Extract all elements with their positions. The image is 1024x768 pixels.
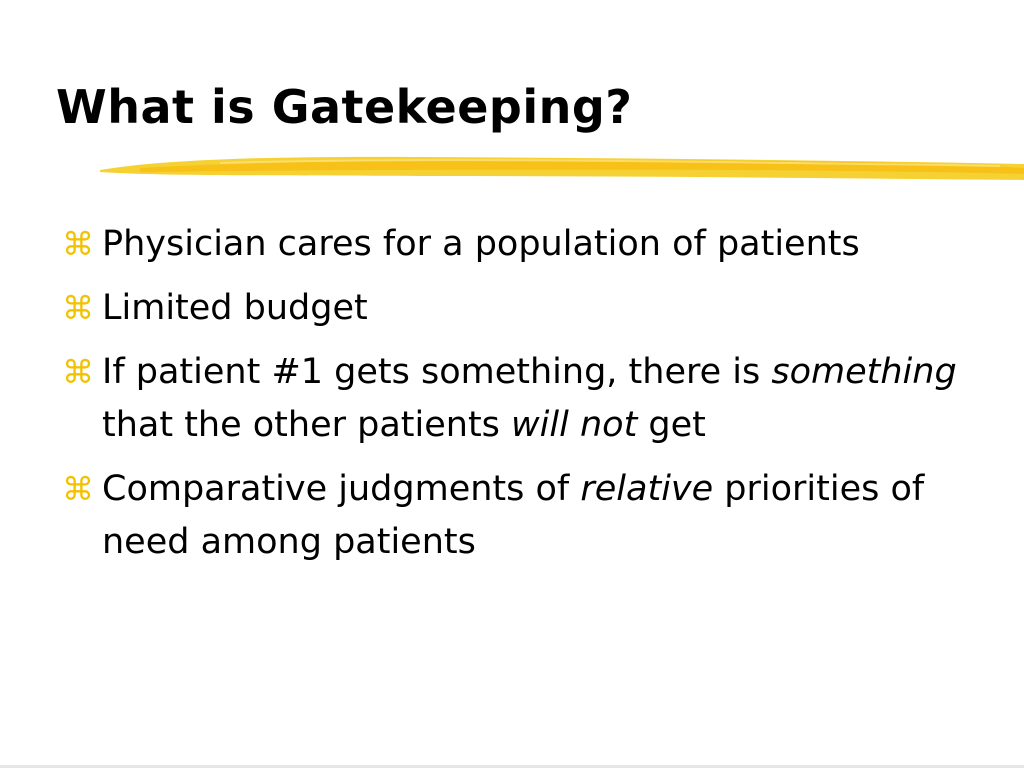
bullet-item (62, 282, 962, 335)
bullet-item (62, 346, 962, 452)
bullet-text: Limited budget (102, 288, 368, 328)
bullet-item (62, 218, 962, 271)
bullet-text: Comparative judgments of (102, 469, 581, 509)
bullet-emphasis: will not (511, 405, 638, 445)
bullet-marker-icon: ⌘ (62, 470, 94, 508)
bullet-item (62, 463, 962, 569)
bullet-text: that the other patients (102, 405, 512, 445)
bullet-list (62, 218, 962, 580)
bullet-text: get (637, 405, 706, 445)
title-underline-decoration (100, 150, 1024, 190)
bullet-text: If patient #1 gets something, there is (102, 352, 772, 392)
bullet-marker-icon: ⌘ (62, 225, 94, 263)
bullet-emphasis: relative (580, 469, 714, 509)
bullet-marker-icon: ⌘ (62, 353, 94, 391)
bullet-emphasis: something (771, 352, 957, 392)
bullet-marker-icon: ⌘ (62, 289, 94, 327)
bullet-text: Physician cares for a population of patients (102, 224, 860, 264)
bullet-text: priorities of need among patients (102, 469, 925, 562)
slide-title: What is Gatekeeping? (56, 80, 633, 134)
